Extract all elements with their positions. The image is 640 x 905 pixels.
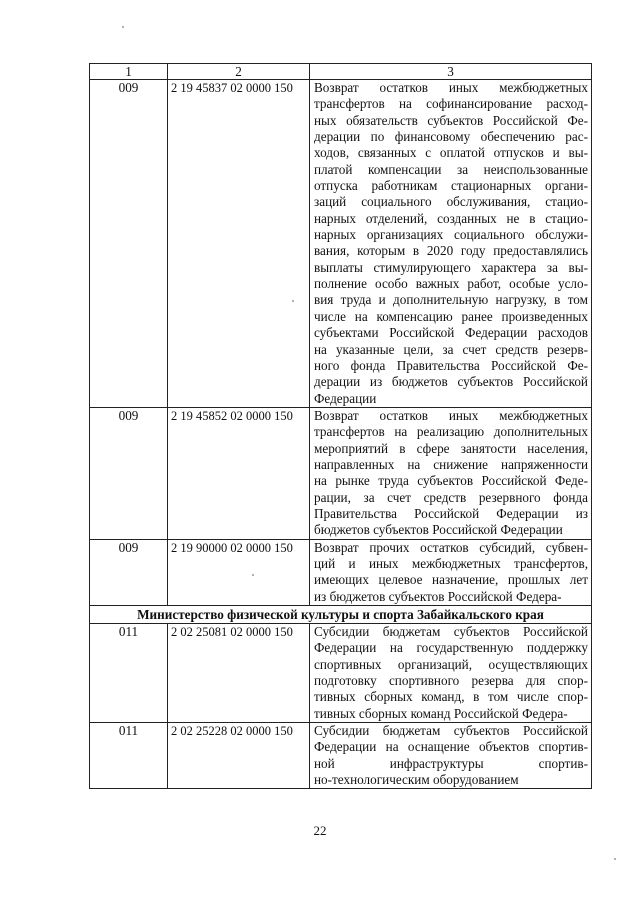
description-line: вания, которым в 2020 году предоставлялись	[314, 243, 588, 259]
description-line: Федерации на оснащение объектов спортив-	[314, 739, 588, 755]
row-description	[310, 80, 592, 408]
table-row	[90, 624, 592, 723]
description-line: Правительства Российской Федерации из	[314, 505, 588, 521]
description-line: ходов, связанных с оплатой отпусков и вы-	[314, 145, 588, 161]
description-line: тивных сборных команд Российской Федера-	[314, 705, 568, 721]
scan-speck	[614, 858, 616, 860]
description-line: вия труда и дополнительную нагрузку, в том	[314, 292, 588, 308]
description-line: нарных организациях социального обслужи-	[314, 227, 588, 243]
description-line: платой компенсации за неиспользованные	[314, 161, 588, 177]
scan-speck	[292, 300, 294, 302]
table-row	[90, 407, 592, 539]
description-line: ного фонда Правительства Российской Фе-	[314, 357, 588, 373]
table-row	[90, 723, 592, 789]
description-line: на рынке труда субъектов Российской Феде-	[314, 473, 588, 489]
row-description	[310, 723, 592, 789]
description-line: тивных сборных команд, в том числе спор-	[314, 689, 588, 705]
row-kbk-code: 2 19 90000 02 0000 150	[168, 539, 310, 605]
header-col-3: 3	[310, 64, 592, 80]
description-line: Субсидии бюджетам субъектов Российской	[314, 723, 588, 739]
table-row	[90, 80, 592, 408]
description-line: ных обязательств субъектов Российской Фе-	[314, 112, 588, 128]
table-body	[90, 64, 592, 789]
description-line: выплаты стимулирующего характера за вы-	[314, 259, 588, 275]
description-line: дерации из бюджетов субъектов Российской	[314, 374, 588, 390]
header-col-2: 2	[168, 64, 310, 80]
row-kbk-code: 2 19 45852 02 0000 150	[168, 407, 310, 539]
description-line: числе на компенсацию ранее произведенных	[314, 308, 588, 324]
table-header-row	[90, 64, 592, 80]
header-col-1: 1	[90, 64, 168, 80]
scan-speck	[122, 26, 124, 28]
row-kbk-code: 2 19 45837 02 0000 150	[168, 80, 310, 408]
description-line: рации, за счет средств резервного фонда	[314, 489, 588, 505]
description-line: Федерации	[314, 390, 377, 406]
description-line: Возврат остатков иных межбюджетных	[314, 80, 588, 95]
section-heading: Министерство физической культуры и спорта Забайкальского края	[90, 606, 592, 624]
description-line: направленных на снижение напряженности	[314, 456, 588, 472]
description-line: имеющих целевое назначение, прошлых лет	[314, 572, 588, 588]
row-description	[310, 624, 592, 723]
description-line: мероприятий в сфере занятости населения,	[314, 440, 588, 456]
description-line: заций социального обслуживания, стацио-	[314, 194, 588, 210]
description-line: ций и иных межбюджетных трансфертов,	[314, 555, 588, 571]
row-code: 009	[90, 80, 168, 408]
row-code: 009	[90, 539, 168, 605]
description-line: дерации по финансовому обеспечению рас-	[314, 129, 588, 145]
table-row	[90, 539, 592, 605]
description-line: полнение особо важных работ, особые усло-	[314, 276, 588, 292]
row-description	[310, 539, 592, 605]
row-kbk-code: 2 02 25081 02 0000 150	[168, 624, 310, 723]
description-line: на указанные цели, за счет средств резерв-	[314, 341, 588, 357]
description-line: Федерации на государственную поддержку	[314, 640, 588, 656]
row-description	[310, 407, 592, 539]
description-line: трансфертов на софинансирование расход-	[314, 96, 588, 112]
row-code: 011	[90, 723, 168, 789]
section-heading-row	[90, 606, 592, 624]
description-line: Субсидии бюджетам субъектов Российской	[314, 624, 588, 639]
description-line: Возврат остатков иных межбюджетных	[314, 407, 588, 423]
page-number: 22	[313, 823, 327, 838]
description-line: отпуска работникам стационарных органи-	[314, 178, 588, 194]
document-table	[89, 63, 592, 789]
row-code: 011	[90, 624, 168, 723]
row-kbk-code: 2 02 25228 02 0000 150	[168, 723, 310, 789]
description-line: ной инфраструктуры спортив-	[314, 755, 588, 771]
description-line: подготовку спортивного резерва для спор-	[314, 673, 588, 689]
description-line: из бюджетов субъектов Российской Федера-	[314, 588, 562, 604]
description-line: спортивных организаций, осуществляющих	[314, 656, 588, 672]
description-line: нарных отделений, созданных не в стацио-	[314, 210, 588, 226]
scan-speck	[252, 574, 254, 576]
row-code: 009	[90, 407, 168, 539]
description-line: Возврат прочих остатков субсидий, субвен-	[314, 539, 588, 555]
description-line: трансфертов на реализацию дополнительных	[314, 424, 588, 440]
description-line: но-технологическим оборудованием	[314, 772, 519, 788]
description-line: субъектами Российской Федерации расходов	[314, 325, 588, 341]
description-line: бюджетов субъектов Российской Федерации	[314, 522, 563, 538]
